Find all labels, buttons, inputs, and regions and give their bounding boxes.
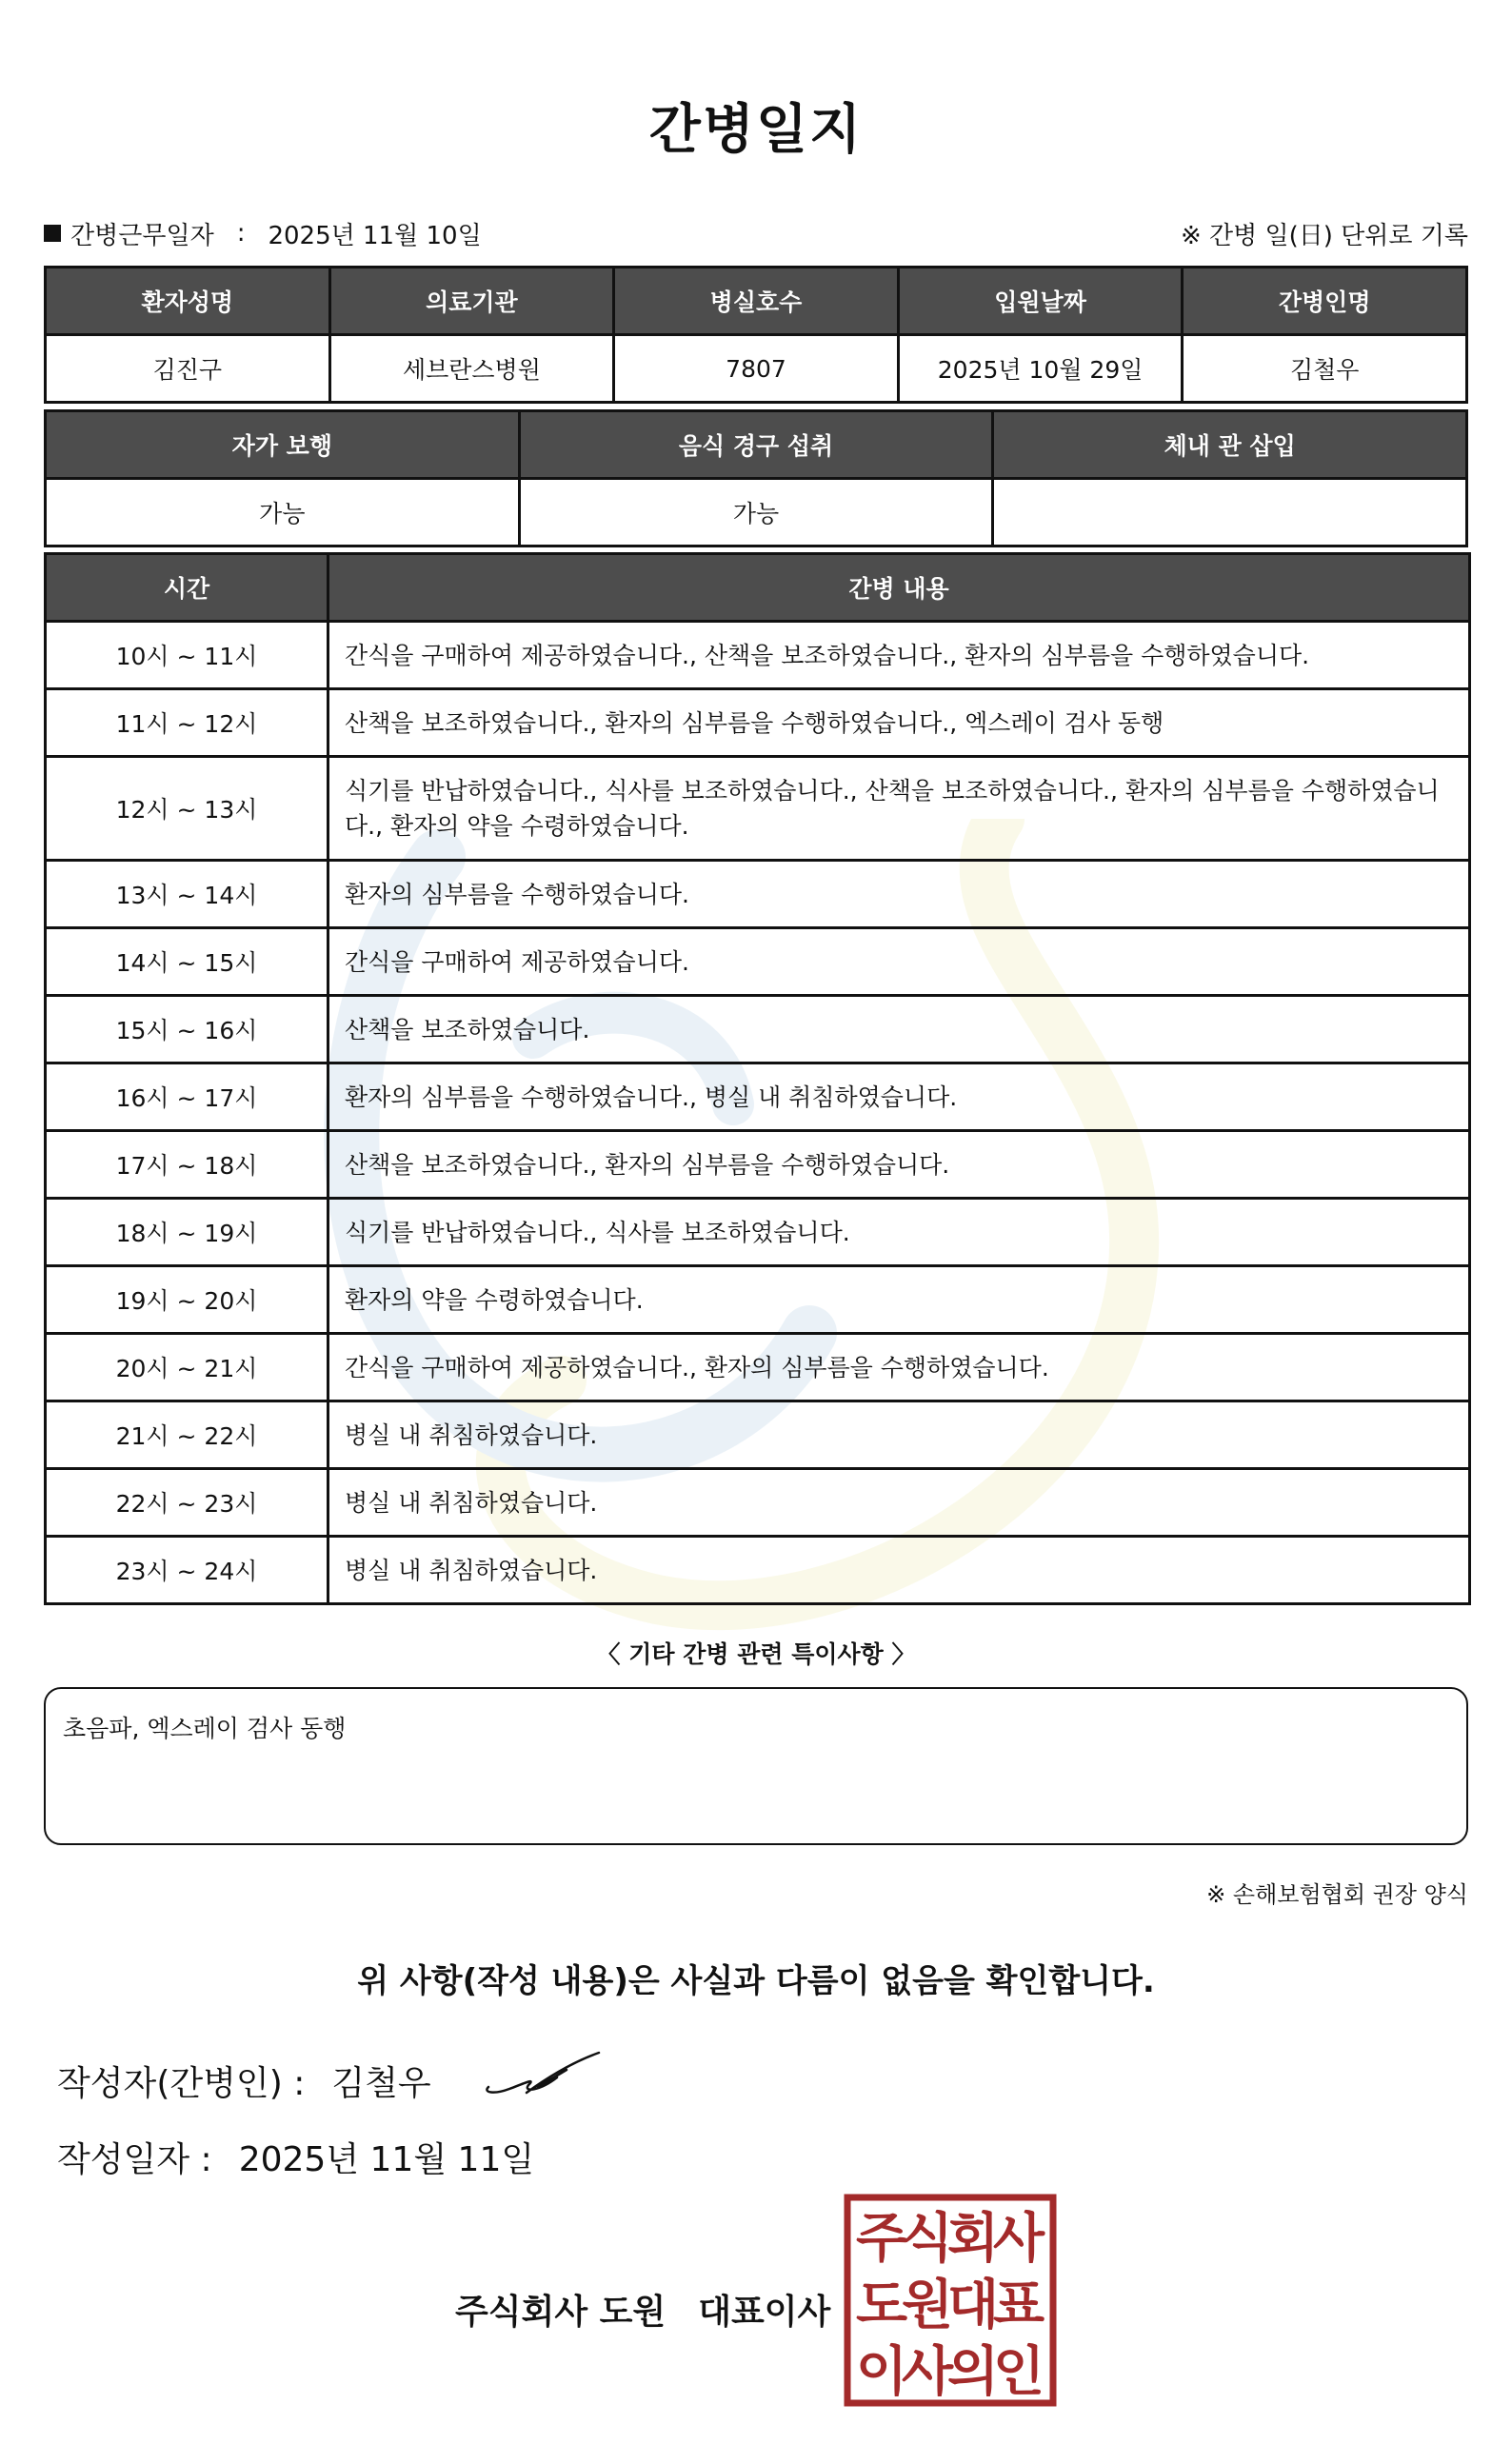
writer-line (57, 2057, 431, 2105)
oral-intake-value: 가능 (519, 479, 993, 546)
caregiver-name: 김철우 (1183, 335, 1467, 403)
log-time: 14시 ~ 15시 (46, 928, 328, 996)
header-admission-date: 입원날짜 (898, 268, 1183, 335)
self-walking-value: 가능 (46, 479, 520, 546)
work-date-colon: : (236, 219, 246, 248)
status-header-row (46, 411, 1467, 479)
tube-insertion-value (993, 479, 1467, 546)
patient-value-row (46, 335, 1467, 403)
special-notes-box: 초음파, 엑스레이 검사 동행 (44, 1687, 1468, 1845)
log-content: 식기를 반납하였습니다., 식사를 보조하였습니다. (328, 1199, 1470, 1266)
table-row (46, 1131, 1470, 1199)
patient-header-row (46, 268, 1467, 335)
log-header-row (46, 554, 1470, 622)
log-time: 11시 ~ 12시 (46, 689, 328, 757)
table-row (46, 689, 1470, 757)
log-time: 18시 ~ 19시 (46, 1199, 328, 1266)
log-content: 간식을 구매하여 제공하였습니다. (328, 928, 1470, 996)
header-hospital: 의료기관 (329, 268, 614, 335)
write-date-line (57, 2133, 534, 2181)
log-time: 21시 ~ 22시 (46, 1401, 328, 1469)
log-time: 15시 ~ 16시 (46, 996, 328, 1063)
record-unit-note: ※ 간병 일(日) 단위로 기록 (1180, 221, 1468, 250)
log-content: 병실 내 취침하였습니다. (328, 1537, 1470, 1604)
log-time: 13시 ~ 14시 (46, 861, 328, 928)
svg-text:표: 표 (992, 2275, 1045, 2336)
status-value-row (46, 479, 1467, 546)
work-date-value: 2025년 11월 10일 (268, 221, 482, 250)
log-content: 병실 내 취침하였습니다. (328, 1401, 1470, 1469)
svg-text:주: 주 (855, 2208, 908, 2270)
svg-text:이: 이 (855, 2341, 908, 2403)
table-row (46, 1401, 1470, 1469)
log-time: 23시 ~ 24시 (46, 1537, 328, 1604)
company-name: 주식회사 도원 (455, 2293, 666, 2332)
log-content: 환자의 심부름을 수행하였습니다., 병실 내 취침하였습니다. (328, 1063, 1470, 1131)
table-row (46, 1063, 1470, 1131)
company-seal-stamp (844, 2194, 1057, 2407)
svg-text:원: 원 (901, 2275, 954, 2336)
log-time: 20시 ~ 21시 (46, 1334, 328, 1401)
table-row (46, 1469, 1470, 1537)
signature-image (481, 2049, 605, 2101)
header-caregiver: 간병인명 (1183, 268, 1467, 335)
confirmation-statement: 위 사항(작성 내용)은 사실과 다름이 없음을 확인합니다. (357, 1962, 1155, 2000)
svg-text:인: 인 (992, 2341, 1045, 2403)
company-title: 대표이사 (698, 2293, 831, 2332)
association-note: ※ 손해보험협회 권장 양식 (1206, 1881, 1468, 1908)
log-content: 환자의 약을 수령하였습니다. (328, 1266, 1470, 1334)
header-care-content: 간병 내용 (328, 554, 1470, 622)
writer-label: 작성자(간병인) : (57, 2064, 306, 2103)
table-row (46, 861, 1470, 928)
log-content: 산책을 보조하였습니다., 환자의 심부름을 수행하였습니다., 엑스레이 검사 동행 (328, 689, 1470, 757)
log-content: 산책을 보조하였습니다. (328, 996, 1470, 1063)
table-row (46, 1199, 1470, 1266)
writer-name: 김철우 (331, 2064, 431, 2103)
room-number: 7807 (614, 335, 899, 403)
table-row (46, 622, 1470, 689)
table-row (46, 1537, 1470, 1604)
svg-text:대: 대 (946, 2275, 1000, 2336)
header-room: 병실호수 (614, 268, 899, 335)
header-patient-name: 환자성명 (46, 268, 330, 335)
header-self-walking: 자가 보행 (46, 411, 520, 479)
log-time: 12시 ~ 13시 (46, 757, 328, 861)
care-log-table (44, 552, 1471, 1605)
table-row (46, 996, 1470, 1063)
log-content: 산책을 보조하였습니다., 환자의 심부름을 수행하였습니다. (328, 1131, 1470, 1199)
work-date-label: 간병근무일자 (70, 221, 214, 250)
table-row (46, 928, 1470, 996)
log-content: 환자의 심부름을 수행하였습니다. (328, 861, 1470, 928)
log-time: 10시 ~ 11시 (46, 622, 328, 689)
log-content: 병실 내 취침하였습니다. (328, 1469, 1470, 1537)
table-row (46, 1266, 1470, 1334)
write-date-label: 작성일자 : (57, 2140, 212, 2179)
patient-info-table (44, 266, 1468, 404)
write-date-value: 2025년 11월 11일 (238, 2140, 535, 2179)
svg-text:의: 의 (946, 2341, 1000, 2403)
special-notes-title: 〈 기타 간병 관련 특이사항 〉 (596, 1640, 916, 1668)
svg-text:사: 사 (901, 2341, 954, 2403)
meta-row (44, 214, 1468, 252)
log-content: 간식을 구매하여 제공하였습니다., 환자의 심부름을 수행하였습니다. (328, 1334, 1470, 1401)
svg-text:사: 사 (992, 2208, 1045, 2270)
log-content: 식기를 반납하였습니다., 식사를 보조하였습니다., 산책을 보조하였습니다., 환자의 심부름을 수행하였습니다., 환자의 약을 수령하였습니다. (328, 757, 1470, 861)
patient-status-table (44, 409, 1468, 547)
table-row (46, 757, 1470, 861)
log-time: 16시 ~ 17시 (46, 1063, 328, 1131)
patient-name: 김진구 (46, 335, 330, 403)
hospital-name: 세브란스병원 (329, 335, 614, 403)
company-signature (455, 2285, 830, 2334)
svg-text:도: 도 (855, 2275, 908, 2336)
svg-text:회: 회 (946, 2208, 1000, 2270)
log-content: 간식을 구매하여 제공하였습니다., 산책을 보조하였습니다., 환자의 심부름을 수행하였습니다. (328, 622, 1470, 689)
table-row (46, 1334, 1470, 1401)
work-date (44, 216, 482, 251)
header-oral-intake: 음식 경구 섭취 (519, 411, 993, 479)
svg-text:식: 식 (901, 2208, 954, 2270)
log-time: 22시 ~ 23시 (46, 1469, 328, 1537)
admission-date: 2025년 10월 29일 (898, 335, 1183, 403)
header-tube-insertion: 체내 관 삽입 (993, 411, 1467, 479)
log-time: 19시 ~ 20시 (46, 1266, 328, 1334)
page-title: 간병일지 (648, 99, 864, 161)
square-bullet-icon (44, 225, 61, 242)
header-time: 시간 (46, 554, 328, 622)
log-time: 17시 ~ 18시 (46, 1131, 328, 1199)
